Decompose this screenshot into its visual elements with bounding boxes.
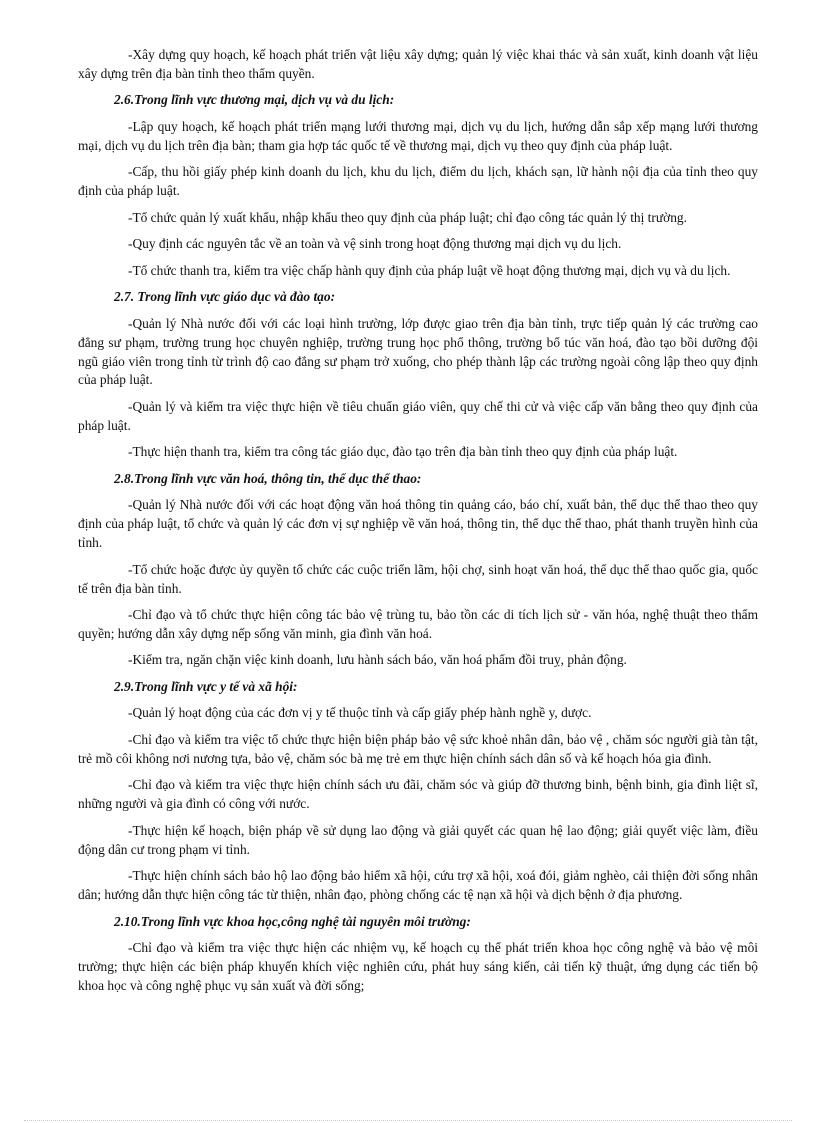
- section-heading: 2.7. Trong lĩnh vực giáo dục và đào tạo:: [114, 289, 336, 305]
- paragraph: -Quy định các nguyên tắc về an toàn và vệ sinh trong hoạt động thương mại dịch vụ du lịch.: [128, 236, 622, 252]
- paragraph: -Quản lý Nhà nước đối với các hoạt động văn hoá thông tin quảng cáo, báo chí, xuất bản, thể dục thể thao theo quy định của pháp luật, tổ chức và quản lý các đơn vị sự nghiệp về văn hoá, thông tin, thể dục thể thao, phát thanh truyền hình của tỉnh.: [78, 497, 758, 551]
- paragraph: -Chỉ đạo và kiểm tra việc thực hiện các nhiệm vụ, kế hoạch cụ thể phát triển khoa học công nghệ và bảo vệ môi trường; thực hiện các biện pháp khuyến khích việc nghiên cứu, phát huy sáng kiến, cải tiến kỹ thuật, ứng dụng các tiến bộ khoa học và công nghệ phục vụ sản xuất và đời sống;: [78, 940, 758, 993]
- page-bottom-divider: [24, 1120, 792, 1121]
- paragraph: -Cấp, thu hồi giấy phép kinh doanh du lịch, khu du lịch, điểm du lịch, khách sạn, lữ hành nội địa của tỉnh theo quy định của pháp luật.: [78, 164, 758, 199]
- document-body: [78, 46, 758, 1003]
- section-heading: 2.6.Trong lĩnh vực thương mại, dịch vụ và du lịch:: [114, 92, 395, 108]
- section-heading: 2.10.Trong lĩnh vực khoa học,công nghệ tài nguyên môi trường:: [114, 913, 471, 929]
- paragraph: -Xây dựng quy hoạch, kế hoạch phát triển vật liệu xây dựng; quản lý việc khai thác và sản xuất, kinh doanh vật liệu xây dựng trên địa bàn tỉnh theo thẩm quyền.: [78, 47, 758, 81]
- paragraph: -Lập quy hoạch, kế hoạch phát triển mạng lưới thương mại, dịch vụ du lịch, hướng dẫn sắp xếp mạng lưới thương mại, dịch vụ du lịch trên địa bàn; tham gia hợp tác quốc tế về thương mại, dịch vụ theo quy định của pháp luật.: [78, 118, 758, 153]
- paragraph: -Tổ chức thanh tra, kiểm tra việc chấp hành quy định của pháp luật về hoạt động thương mại, dịch vụ và du lịch.: [128, 262, 731, 278]
- paragraph: -Tổ chức hoặc được ủy quyền tổ chức các cuộc triển lãm, hội chợ, sinh hoạt văn hoá, thể dục thể thao quốc gia, quốc tế trên địa bàn tỉnh.: [78, 561, 758, 596]
- paragraph: -Tổ chức quản lý xuất khẩu, nhập khẩu theo quy định của pháp luật; chỉ đạo công tác quản lý thị trường.: [128, 209, 687, 225]
- paragraph: -Thực hiện kế hoạch, biện pháp về sử dụng lao động và giải quyết các quan hệ lao động; giải quyết việc làm, điều động dân cư trong phạm vi tỉnh.: [78, 822, 758, 857]
- paragraph: -Quản lý Nhà nước đối với các loại hình trường, lớp được giao trên địa bàn tỉnh, trực tiếp quản lý các trường cao đẳng sư phạm, trường trung học chuyên nghiệp, trường trung học phổ thông, trường bổ túc văn hoá, đào tạo bồi dưỡng đội ngũ giáo viên trong tỉnh từ trình độ cao đẳng sư phạm trở xuống, cho phép thành lập các trường ngoài công lập theo quy định của pháp luật.: [78, 315, 758, 388]
- paragraph: -Quản lý hoạt động của các đơn vị y tế thuộc tỉnh và cấp giấy phép hành nghề y, dược.: [128, 705, 592, 721]
- paragraph: -Chỉ đạo và kiểm tra việc thực hiện chính sách ưu đãi, chăm sóc và giúp đỡ thương binh, bệnh binh, gia đình liệt sĩ, những người và gia đình có công với nước.: [78, 777, 758, 812]
- section-heading: 2.8.Trong lĩnh vực văn hoá, thông tin, thể dục thể thao:: [114, 470, 422, 486]
- section-heading: 2.9.Trong lĩnh vực y tế và xã hội:: [114, 678, 298, 694]
- paragraph: -Thực hiện thanh tra, kiểm tra công tác giáo dục, đào tạo trên địa bàn tỉnh theo quy định của pháp luật.: [128, 444, 678, 460]
- paragraph: -Kiểm tra, ngăn chặn việc kinh doanh, lưu hành sách báo, văn hoá phẩm đồi truỵ, phản động.: [128, 652, 627, 668]
- paragraph: -Chỉ đạo và kiểm tra việc tổ chức thực hiện biện pháp bảo vệ sức khoẻ nhân dân, bảo vệ , chăm sóc người già tàn tật, trẻ mồ côi không nơi nương tựa, bảo vệ, chăm sóc bà mẹ trẻ em thực hiện chính sách dân số và kế hoạch hóa gia đình.: [78, 731, 758, 766]
- paragraph: -Quản lý và kiểm tra việc thực hiện về tiêu chuẩn giáo viên, quy chế thi cử và việc cấp văn bằng theo quy định của pháp luật.: [78, 398, 758, 433]
- paragraph: -Thực hiện chính sách bảo hộ lao động bảo hiểm xã hội, cứu trợ xã hội, xoá đói, giảm nghèo, cải thiện đời sống nhân dân; hướng dẫn thực hiện công tác từ thiện, nhân đạo, phòng chống các tệ nạn xã hội và dịch bệnh ở địa phương.: [78, 868, 758, 903]
- paragraph: -Chỉ đạo và tổ chức thực hiện công tác bảo vệ trùng tu, bảo tồn các di tích lịch sử - văn hóa, nghệ thuật theo thẩm quyền; hướng dẫn xây dựng nếp sống văn minh, gia đình văn hoá.: [78, 607, 758, 641]
